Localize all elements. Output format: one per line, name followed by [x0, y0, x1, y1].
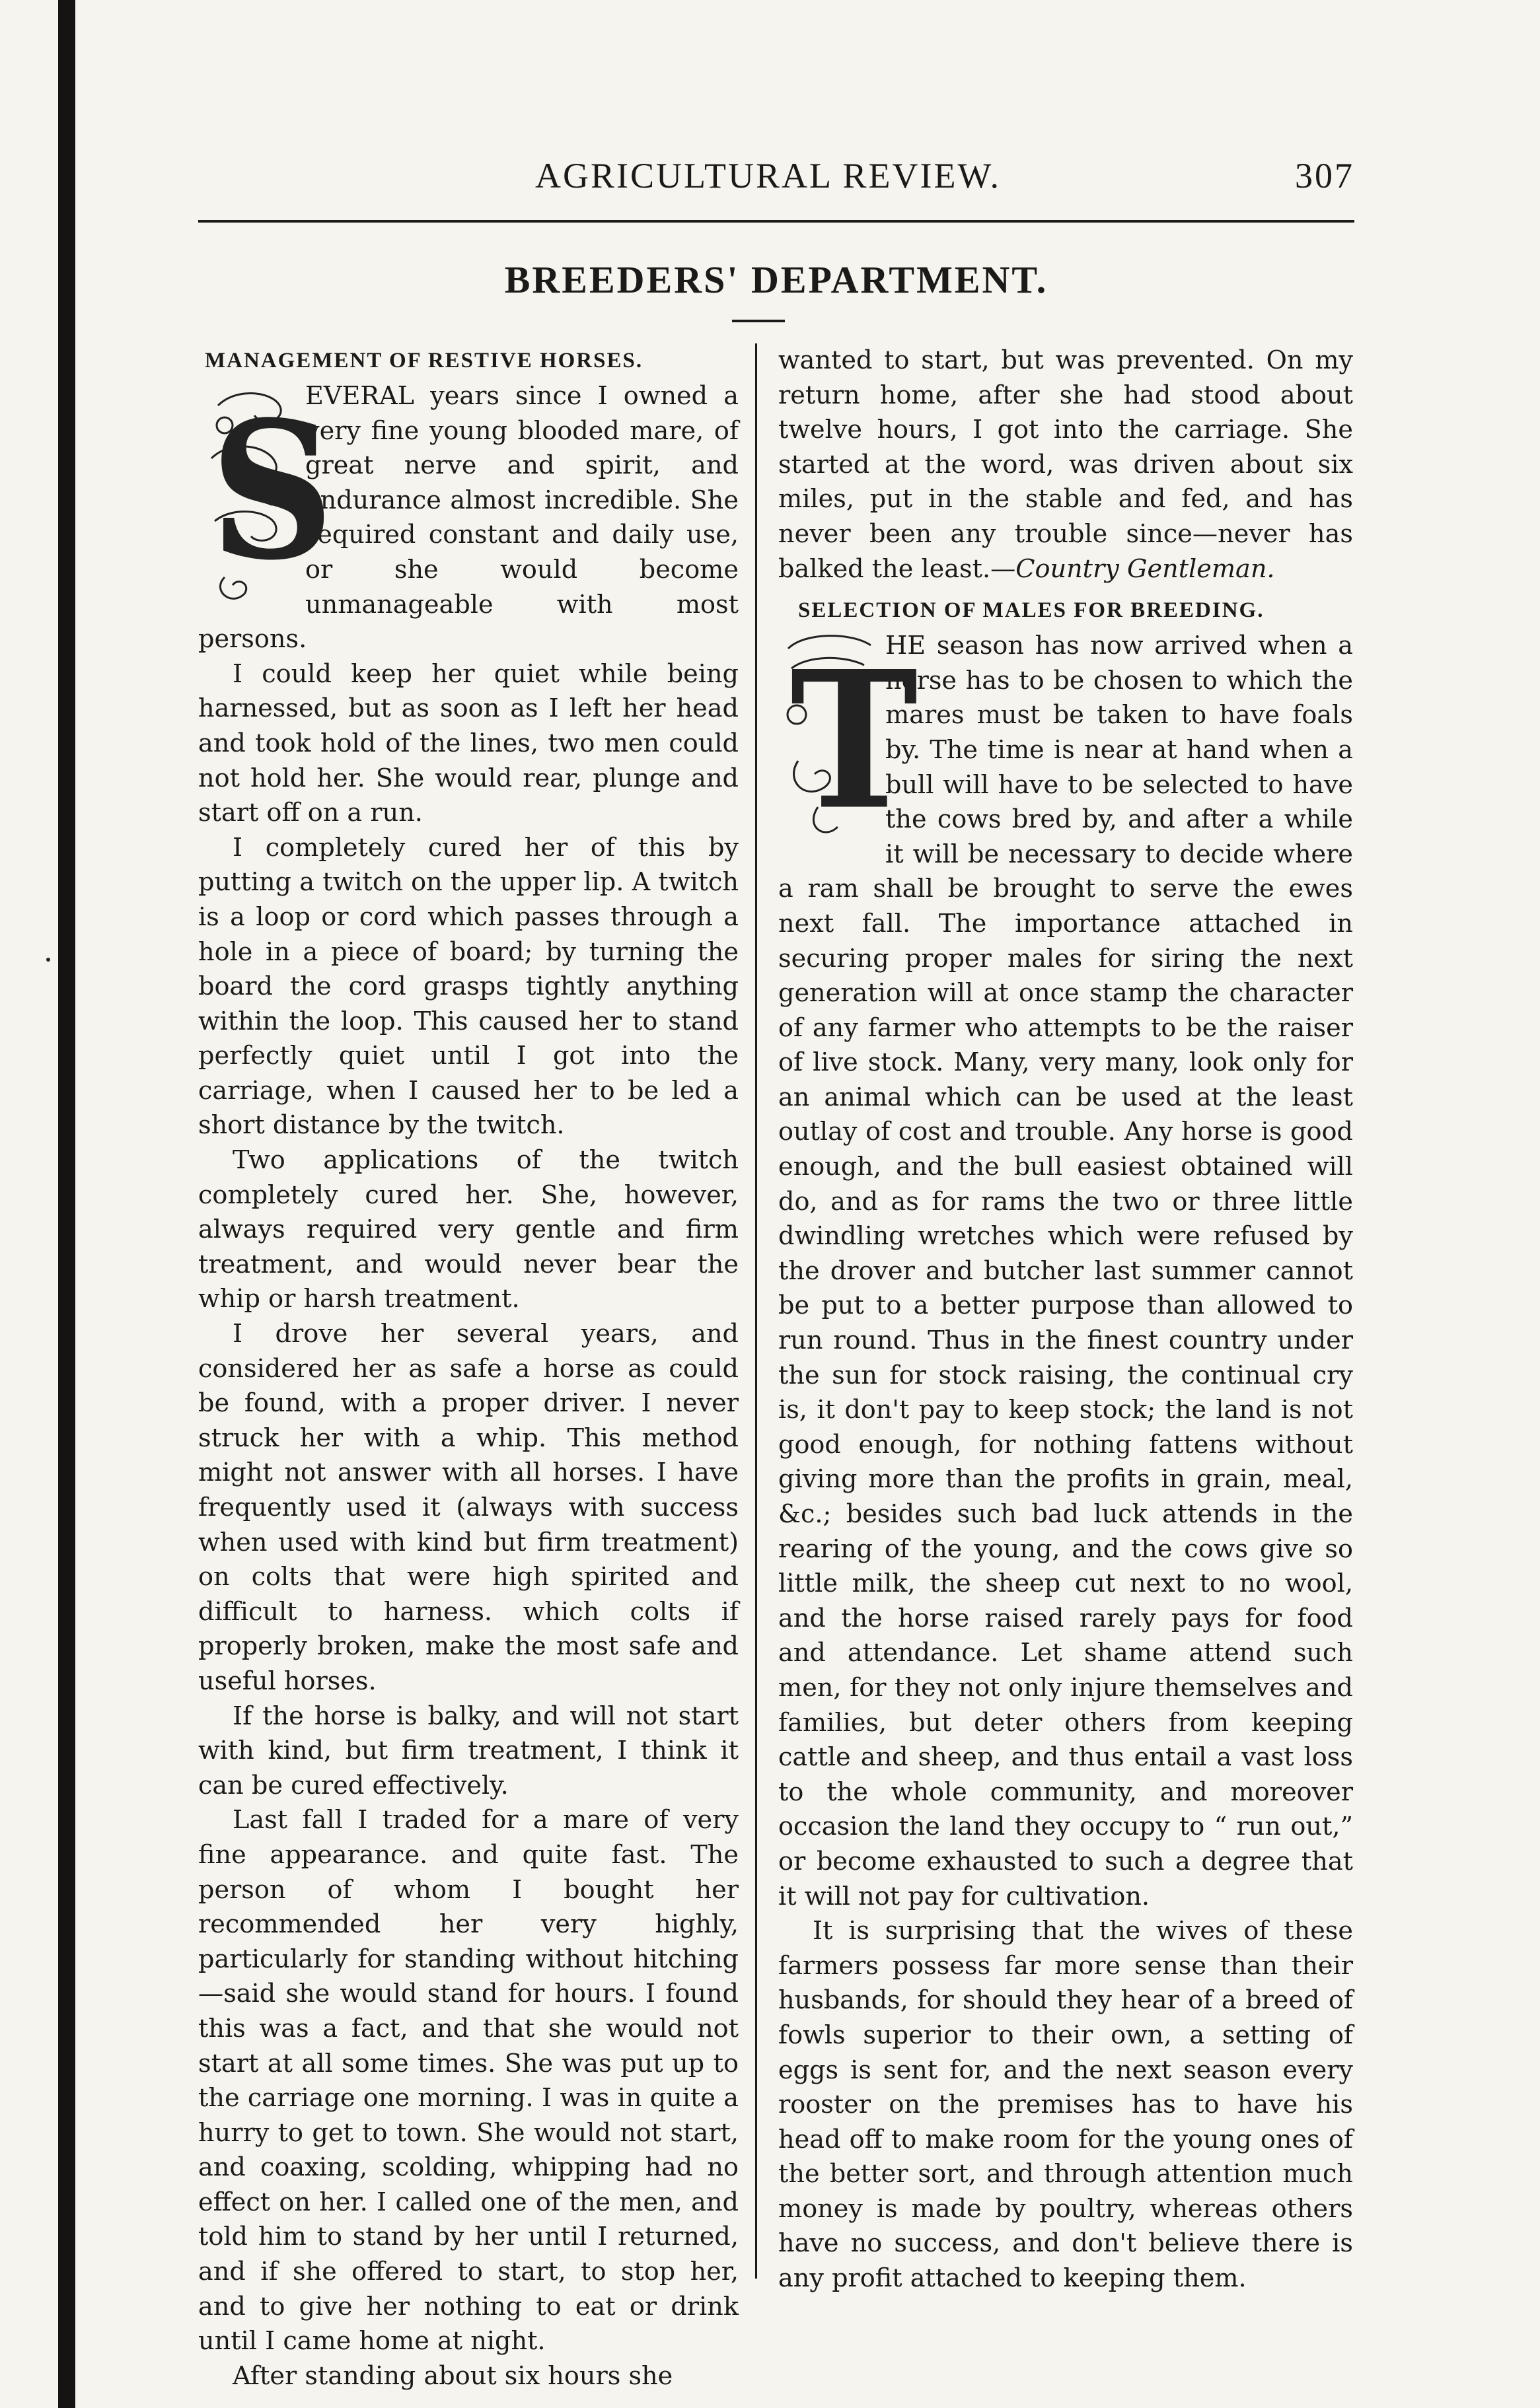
article-title-restive-horses: MANAGEMENT OF RESTIVE HORSES. — [205, 349, 643, 372]
paragraph: Two applications of the twitch completely cured her. She, however, always required very gentle and firm treatment, and would never bear the whip or harsh treatment. — [198, 1146, 739, 1314]
running-title: AGRICULTURAL REVIEW. — [535, 156, 1001, 195]
right-column — [778, 343, 1353, 2296]
paragraph: If the horse is balky, and will not start with kind, but firm treatment, I think it can be cured effectively. — [198, 1701, 739, 1800]
article-title-selection-of-males: SELECTION OF MALES FOR BREEDING. — [798, 598, 1265, 623]
paragraph: EVERAL years since I owned a very fine young blooded mare, of great nerve and spirit, and endurance almost incredible. She required constant and daily use, or she would become unmanageable with most persons. — [198, 382, 739, 655]
paragraph: HE season has now arrived when a horse has to be chosen to which the mares must be taken to have foals by. The time is near at hand when a bull will have to be selected to have the cows bred by, and after a while it will be necessary to decide where a ram shall be brought to serve the ewes next fall. The importance attached in securing proper males for siring the next generation will at once stamp the character of any farmer who attempts to be the raiser of live stock. Many, very many, look only for an animal which can be used at the least outlay of cost and trouble. Any horse is good enough, and the bull easiest obtained will do, and as for rams the two or three little dwindling wretches which were refused by the drover and butcher last summer cannot be put to a better purpose than allowed to run round. Thus in the finest country under the sun for stock raising, the continual cry is, it don't pay to keep stock; the land is not good enough, for nothing fattens without giving more than the profits in grain, meal, &c.; besides such bad luck attends in the rearing of the young, and the cows give so little milk, the sheep cut next to no wool, and the horse raised rarely pays for food and attendance. Let shame attend such men, for they not only injure themselves and families, but deter others from keeping cattle and sheep, and thus entail a vast loss to the whole community, and moreover occasion the land they occupy to “ run out,” or become exhausted to such a degree that it will not pay for cultivation. — [778, 631, 1353, 1911]
page-binding-edge — [58, 0, 75, 2408]
dropcap-letter: S — [210, 380, 334, 602]
continuation-text: wanted to start, but was prevented. On my return home, after she had stood about twelve hours, I got into the carriage. She started at the word, was driven about six miles, put in the stable and fed, and has never been any trouble since—never has balked the least.— — [778, 346, 1353, 584]
header-rule — [198, 220, 1354, 223]
binding-speck — [46, 958, 50, 962]
paragraph-continuation — [778, 343, 1353, 586]
page-number: 307 — [1295, 156, 1354, 195]
section-title: BREEDERS' DEPARTMENT. — [504, 258, 1048, 301]
dropcap-letter: T — [790, 630, 918, 852]
title-dash — [732, 320, 785, 322]
running-header — [198, 142, 1354, 201]
paragraph: I could keep her quiet while being harnessed, but as soon as I left her head and took hold of the lines, two men could not hold her. She would rear, plunge and start off on a run. — [198, 659, 739, 828]
ornamental-dropcap-t — [778, 629, 918, 852]
ornamental-dropcap-s — [198, 379, 334, 617]
source-attribution: Country Gentleman. — [1015, 554, 1275, 584]
paragraph: I completely cured her of this by putting a twitch on the upper lip. A twitch is a loop or cord which passes through a hole in a piece of board; by turning the board the cord grasps tightly anything within the loop. This caused her to stand perfectly quiet until I got into the carriage, when I caused her to be led a short distance by the twitch. — [198, 833, 739, 1141]
paragraph: Last fall I traded for a mare of very fine appearance. and quite fast. The person of whom I bought her recommended her very highly, particularly for standing without hitching—said she would stand for hours. I found this was a fact, and that she would not start at all some times. She was put up to the carriage one morning. I was in quite a hurry to get to town. She would not start, and coaxing, scolding, whipping had no effect on her. I called one of the men, and told him to stand by her until I returned, and if she offered to start, to stop her, and to give her nothing to eat or drink until I came home at night. — [198, 1806, 739, 2356]
paragraph: After standing about six hours she — [233, 2361, 673, 2391]
paragraph: I drove her several years, and considered her as safe a horse as could be found, with a proper driver. I never struck her with a whip. This method might not answer with all horses. I have frequently used it (always with success when used with kind but firm treatment) on colts that were high spirited and difficult to harness. which colts if properly broken, make the most safe and useful horses. — [198, 1320, 739, 1696]
column-rule — [755, 343, 757, 2279]
left-column — [198, 343, 739, 2393]
paragraph: It is surprising that the wives of these farmers possess far more sense than their husbands, for should they hear of a breed of fowls superior to their own, a setting of eggs is sent for, and the next season every rooster on the premises has to have his head off to make room for the young ones of the better sort, and through attention much money is made by poultry, whereas others have no success, and don't believe there is any profit attached to keeping them. — [778, 1917, 1353, 2294]
